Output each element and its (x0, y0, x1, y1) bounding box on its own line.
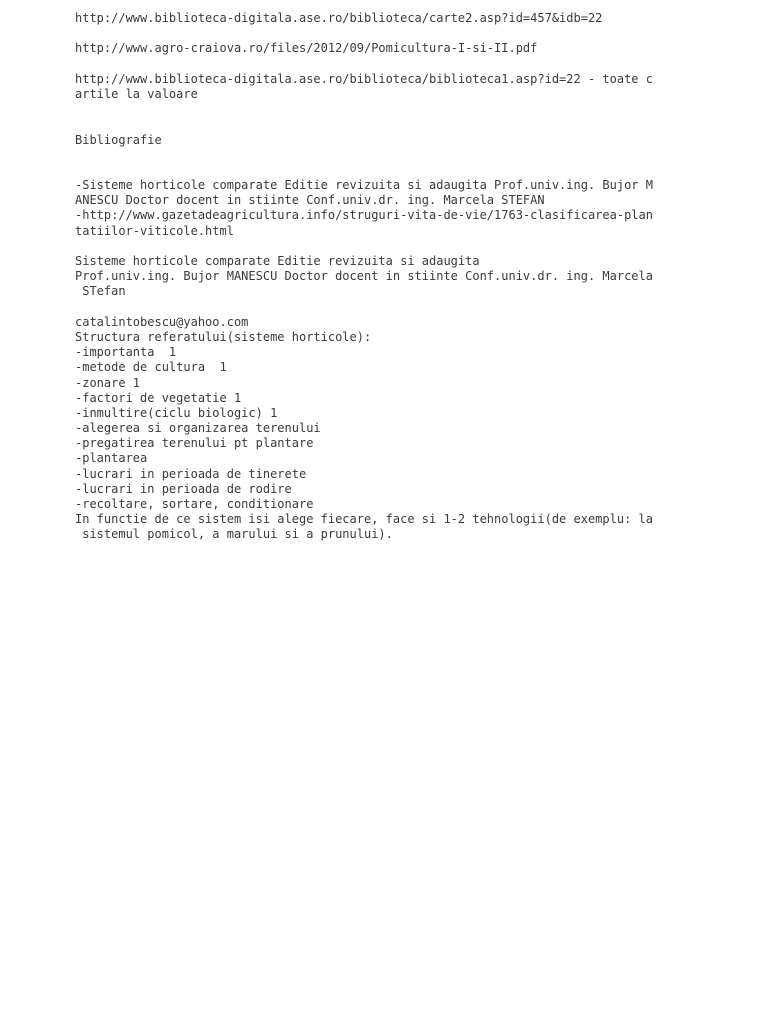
bibliography-heading: Bibliografie (75, 132, 162, 147)
list-item: -pregatirea terenului pt plantare (75, 436, 314, 451)
spacer (75, 57, 675, 72)
list-item: -factori de vegetatie 1 (75, 390, 242, 405)
list-item: -importanta 1 (75, 345, 177, 360)
repeat-entry-line-2: Prof.univ.ing. Bujor MANESCU Doctor docent in stiinte Conf.univ.dr. ing. Marcela (75, 269, 653, 284)
bibliography-entry-2-line-2: tatiilor-viticole.html (75, 223, 234, 238)
structure-title: Structura referatului(sisteme horticole): (75, 329, 372, 344)
spacer (75, 102, 675, 117)
bibliography-entry-1-line-1: -Sisteme horticole comparate Editie revizuita si adaugita Prof.univ.ing. Bujor M (75, 178, 653, 193)
list-item: -inmultire(ciclu biologic) 1 (75, 405, 278, 420)
link-biblioteca1-line1[interactable]: http://www.biblioteca-digitala.ase.ro/biblioteca/biblioteca1.asp?id=22 - toate c (75, 71, 653, 86)
spacer (75, 300, 675, 315)
list-item: -metode de cultura 1 (75, 360, 227, 375)
bibliography-entry-2-line-1[interactable]: -http://www.gazetadeagricultura.info/struguri-vita-de-vie/1763-clasificarea-plan (75, 208, 653, 223)
spacer (75, 148, 675, 163)
repeat-entry-line-1: Sisteme horticole comparate Editie revizuita si adaugita (75, 254, 480, 268)
repeat-entry-line-3: STefan (75, 284, 126, 299)
document-page (75, 11, 675, 543)
structure-list (75, 345, 675, 512)
structure-note-line-2: sistemul pomicol, a marului si a prunului). (75, 527, 393, 542)
spacer (75, 26, 675, 41)
spacer (75, 163, 675, 178)
structure-note-line-1: In functie de ce sistem isi alege fiecare, face si 1-2 tehnologii(de exemplu: la (75, 512, 653, 527)
list-item: -plantarea (75, 451, 148, 466)
link-biblioteca1-line2: artile la valoare (75, 86, 198, 101)
link-biblioteca-carte2[interactable]: http://www.biblioteca-digitala.ase.ro/biblioteca/carte2.asp?id=457&idb=22 (75, 11, 603, 25)
bibliography-entry-1-line-2: ANESCU Doctor docent in stiinte Conf.univ.dr. ing. Marcela STEFAN (75, 193, 545, 208)
spacer (75, 117, 675, 132)
list-item: -lucrari in perioada de tinerete (75, 466, 307, 481)
link-pomicultura-pdf[interactable]: http://www.agro-craiova.ro/files/2012/09/Pomicultura-I-si-II.pdf (75, 41, 538, 56)
list-item: -recoltare, sortare, conditionare (75, 497, 314, 511)
contact-email[interactable]: catalintobescu@yahoo.com (75, 314, 249, 329)
list-item: -zonare 1 (75, 375, 141, 390)
list-item: -lucrari in perioada de rodire (75, 481, 292, 496)
spacer (75, 239, 675, 254)
list-item: -alegerea si organizarea terenului (75, 421, 321, 436)
